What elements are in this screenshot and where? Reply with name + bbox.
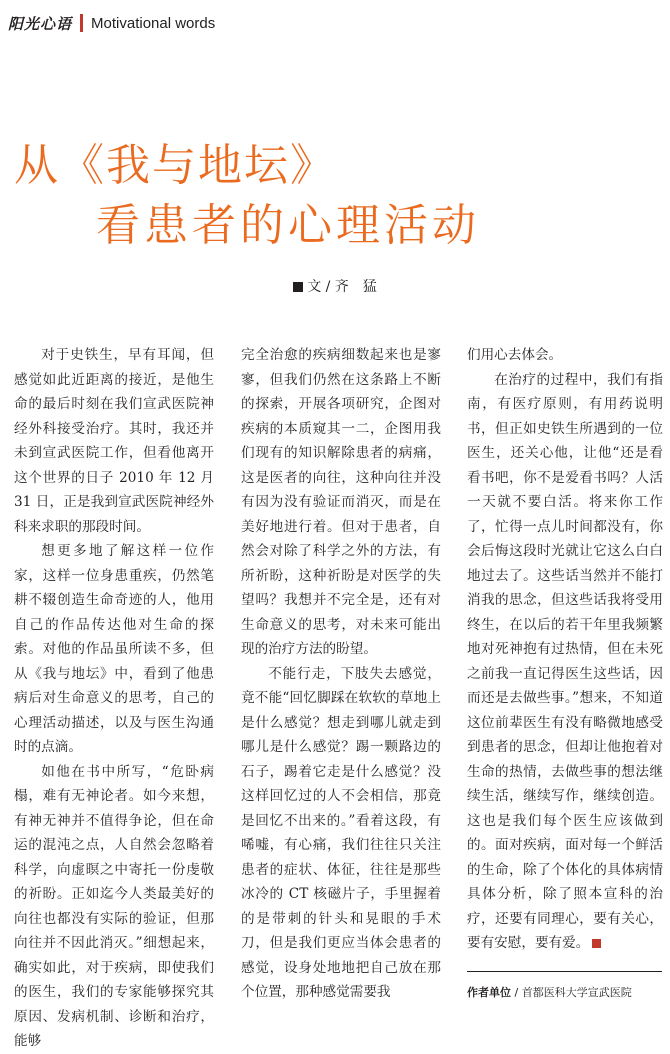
- title-line-2: 看患者的心理活动: [96, 200, 480, 251]
- section-name: Motivational words: [91, 14, 216, 32]
- byline: [0, 276, 670, 296]
- paragraph: 不能行走，下肢失去感觉，竟不能“回忆脚踩在软软的草地上是什么感觉？想走到哪儿就走到哪儿是什么感觉？踢一颗路边的石子，踢着它走是什么感觉？没这样回忆过的人不会相信，那竟是回忆不出来的。”看着这段，有唏嘘，有心痛，我们往往只关注患者的症状、体征，往往是那些冰冷的 CT 核磁片子，手里握着的是带刺的针头和晃眼的手术刀，但是我们更应当体会患者的感觉，设身处地地把自己放在那个位置，那种感觉需要我: [241, 665, 441, 1000]
- article-title: [14, 138, 654, 254]
- page-header: [8, 8, 215, 38]
- paragraph: 想更多地了解这样一位作家，这样一位身患重疾，仍然笔耕不辍创造生命奇迹的人，他用自己的作品传达他对生命的探索。对他的作品虽所读不多，但从《我与地坛》中，看到了他患病后对生命意义的思考，自己的心理活动描述，以及与医生沟通时的点滴。: [14, 543, 214, 755]
- paragraph: [467, 368, 663, 956]
- author-label: 作者单位: [467, 986, 511, 999]
- paragraph-text: 在治疗的过程中，我们有指南，有医疗原则，有用药说明书，但正如史铁生所遇到的一位医生，还关心他，让他“还是看看书吧，你不是爱看书吗？人活一天就不要白活。将来你工作了，忙得一点儿时间都没有，你会后悔这段时光就让它这么白白地过去了。这些话当然并不能打消我的思念，但这些话我将受用终生，在以后的若干年里我频繁地对死神抱有过热情，但在未死之前我一直记得医生这些话，因而还是去做些事。”想来，不知道这位前辈医生有没有略微地感受到患者的思念，但却让他抱着对生命的热情，去做些事的想法继续生活，继续写作，继续创造。这也是我们每个医生应该做到的。面对疾病，面对每一个鲜活的生命，除了个体化的具体病情具体分析，除了照本宣科的治疗，还要有同理心，要有关心，要有安慰，要有爱。: [467, 371, 663, 951]
- header-divider: [80, 14, 83, 32]
- paragraph: 完全治愈的疾病细数起来也是寥寥，但我们仍然在这条路上不断的探索，开展各项研究，企图对疾病的本质窥其一二，企图用我们现有的知识解除患者的病痛，这是医者的向往，这种向往并没有因为没有验证而消灭，而是在美好地进行着。但对于患者，自然会对除了科学之外的方法，有所祈盼，这种祈盼是对医学的失望吗？我想并不完全是，还有对生命意义的思考，对未来可能出现的治疗方法的盼望。: [241, 347, 441, 657]
- column-1: [14, 343, 214, 1049]
- paragraph: 们用心去体会。: [467, 347, 563, 363]
- title-line-1: 从《我与地坛》: [14, 140, 336, 191]
- author-separator: /: [511, 986, 522, 999]
- column-3: [467, 343, 663, 1011]
- byline-text: 文 / 齐 猛: [307, 279, 377, 295]
- byline-square-icon: [293, 282, 303, 292]
- author-divider: [467, 971, 662, 972]
- column-brand: 阳光心语: [8, 14, 73, 33]
- paragraph: 如他在书中所写，“危卧病榻，难有无神论者。如今来想，有神无神并不值得争论，但在命运的混沌之点，人自然会忽略着科学，向虚暝之中寄托一份虔敬的祈盼。正如迄今人类最美好的向往也都没有实际的验证，但那向往并不因此消灭。”细想起来，确实如此，对于疾病，即使我们的医生，我们的专家能够探究其原因、发病机制、诊断和治疗，能够: [14, 763, 214, 1049]
- end-mark-icon: [592, 939, 601, 948]
- paragraph: 对于史铁生，早有耳闻，但感觉如此近距离的接近，是他生命的最后时刻在我们宣武医院神经外科接受治疗。其时，我还并未到宣武医院工作，但看他离开这个世界的日子 2010 年 12 月 31 日，正是我到宣武医院神经外科来求职的那段时间。: [14, 347, 214, 535]
- author-affiliation: [467, 984, 632, 1000]
- article-body: [14, 343, 663, 1049]
- author-org: 首都医科大学宣武医院: [521, 986, 632, 999]
- column-2: [241, 343, 441, 1011]
